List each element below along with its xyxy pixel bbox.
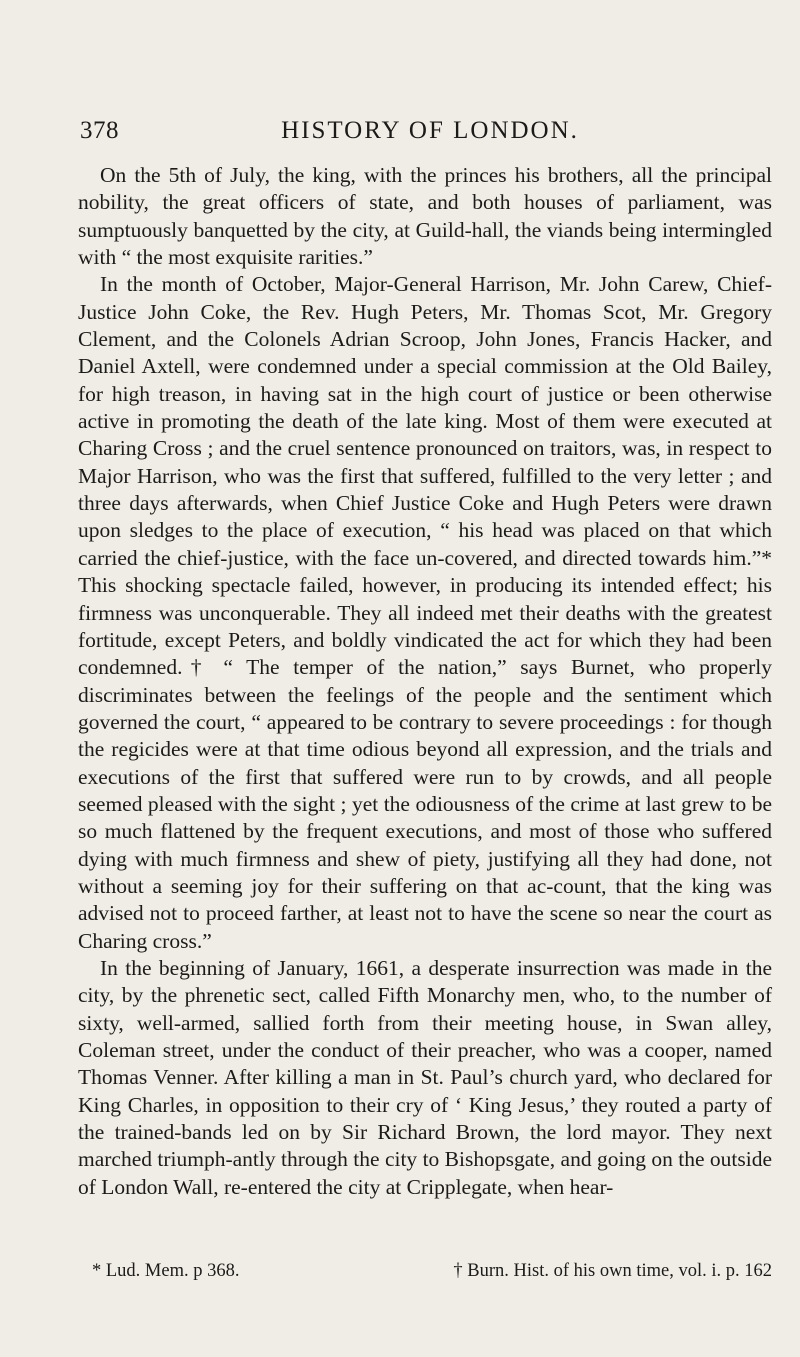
footnote-ludlow: * Lud. Mem. p 368.: [92, 1261, 240, 1281]
paragraph-regicides: In the month of October, Major-General Harrison, Mr. John Carew, Chief-Justice John Coke, the Rev. Hugh Peters, Mr. Thomas Scot, Mr. Gregory Clement, and the Colonels Adrian Scroop, John Jones, Francis Hacker, and Daniel Axtell, were condemned under a special commission at the Old Bailey, for high treason, in having sat in the high court of justice or been otherwise active in promoting the death of the late king. Most of them were executed at Charing Cross ; and the cruel sentence pronounced on traitors, was, in respect to Major Harrison, who was the first that suffered, fulfilled to the very letter ; and three days afterwards, when Chief Justice Coke and Hugh Peters were drawn upon sledges to the place of execution, “ his head was placed on that which carried the chief-justice, with the face un-covered, and directed towards him.”* This shocking spectacle failed, however, in producing its intended effect; his firmness was unconquerable. They all indeed met their deaths with the greatest fortitude, except Peters, and boldly vindicated the act for which they had been condemned.† “ The temper of the nation,” says Burnet, who properly discriminates between the feelings of the people and the sentiment which governed the court, “ appeared to be contrary to severe proceedings : for though the regicides were at that time odious beyond all expression, and the trials and executions of the first that suffered were run to by crowds, and all people seemed pleased with the sight ; yet the odiousness of the crime at last grew to be so much flattened by the frequent executions, and most of those who suffered dying with much firmness and shew of piety, justifying all they had done, not without a seeming joy for their suffering on that ac-count, that the king was advised not to proceed farther, at least not to have the scene so near the court as Charing cross.”: [78, 272, 772, 953]
paragraph-insurrection: In the beginning of January, 1661, a desperate insurrection was made in the city, by the phrenetic sect, called Fifth Monarchy men, who, to the number of sixty, well-armed, sallied forth from their meeting house, in Swan alley, Coleman street, under the conduct of their preacher, who was a cooper, named Thomas Venner. After killing a man in St. Paul’s church yard, who declared for King Charles, in opposition to their cry of ‘ King Jesus,’ they routed a party of the trained-bands led on by Sir Richard Brown, the lord mayor. They next marched triumph-antly through the city to Bishopsgate, and going on the outside of London Wall, re-entered the city at Cripplegate, when hear-: [78, 955, 772, 1199]
footnote-burnet: † Burn. Hist. of his own time, vol. i. p. 162: [453, 1261, 772, 1281]
footnotes: [92, 1259, 772, 1283]
page-number: 378: [80, 117, 119, 144]
body-text: [78, 162, 772, 1201]
running-title: HISTORY OF LONDON.: [281, 117, 579, 144]
paragraph-banquet: On the 5th of July, the king, with the princes his brothers, all the principal nobility, the great officers of state, and both houses of parliament, was sumptuously banquetted by the city, at Guild-hall, the viands being intermingled with “ the most exquisite rarities.”: [78, 163, 772, 270]
page-header: [80, 117, 780, 157]
